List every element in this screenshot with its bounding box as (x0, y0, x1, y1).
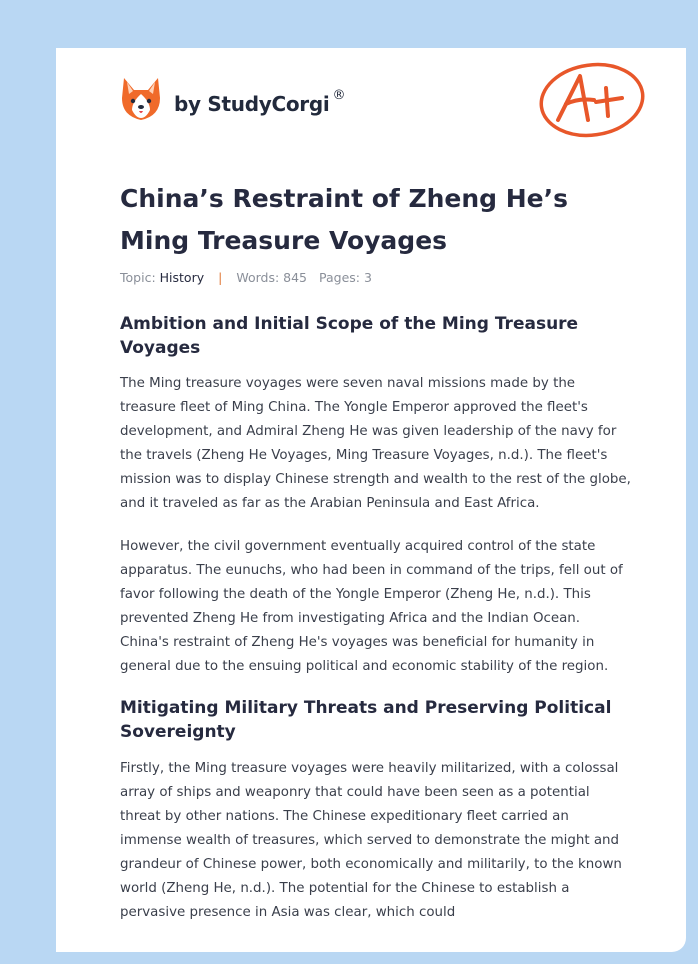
section-heading: Mitigating Military Threats and Preserving Political Sovereignty (120, 698, 612, 742)
topic-label: Topic: (120, 270, 156, 285)
article-meta (120, 270, 372, 285)
paragraph: Firstly, the Ming treasure voyages were heavily militarized, with a colossal array of ships and weaponry that could have been seen as a potential threat by other nations. The Chinese expeditionary fleet carried an immense wealth of treasures, which served to demonstrate the might and grandeur of Chinese power, both economically and militarily, to the known world (Zheng He, n.d.). The potential for the Chinese to establish a pervasive presence in Asia was clear, which could (120, 761, 622, 920)
paragraph: The Ming treasure voyages were seven naval missions made by the treasure fleet of Ming China. The Yongle Emperor approved the fleet's development, and Admiral Zheng He was given leadership of the navy for the travels (Zheng He Voyages, Ming Treasure Voyages, n.d.). The fleet's mission was to display Chinese strength and wealth to the rest of the globe, and it traveled as far as the Arabian Peninsula and East Africa. (120, 376, 631, 511)
topic-link[interactable]: History (159, 270, 205, 285)
document-card (56, 48, 686, 952)
pages-label: Pages: (319, 270, 360, 285)
meta-separator: | (218, 270, 223, 285)
brand-name: by StudyCorgi ® (174, 88, 346, 116)
a-plus-grade-icon (536, 58, 652, 142)
paragraph: However, the civil government eventually acquired control of the state apparatus. The eunuchs, who had been in command of the trips, fell out of favor following the death of the Yongle Emperor (Zheng He, n.d.). This prevented Zheng He from investigating Africa and the Indian Ocean. China's restraint of Zheng He's voyages was beneficial for humanity in general due to the ensuing political and economic stability of the region. (120, 539, 623, 674)
article-title: China’s Restraint of Zheng He’s Ming Treasure Voyages (120, 184, 569, 255)
section-heading: Ambition and Initial Scope of the Ming Treasure Voyages (120, 314, 579, 358)
words-count: 845 (283, 270, 308, 285)
corgi-icon (120, 76, 162, 122)
words-label: Words: (236, 270, 280, 285)
pages-count: 3 (363, 270, 372, 285)
studycorgi-logo[interactable] (120, 76, 345, 122)
